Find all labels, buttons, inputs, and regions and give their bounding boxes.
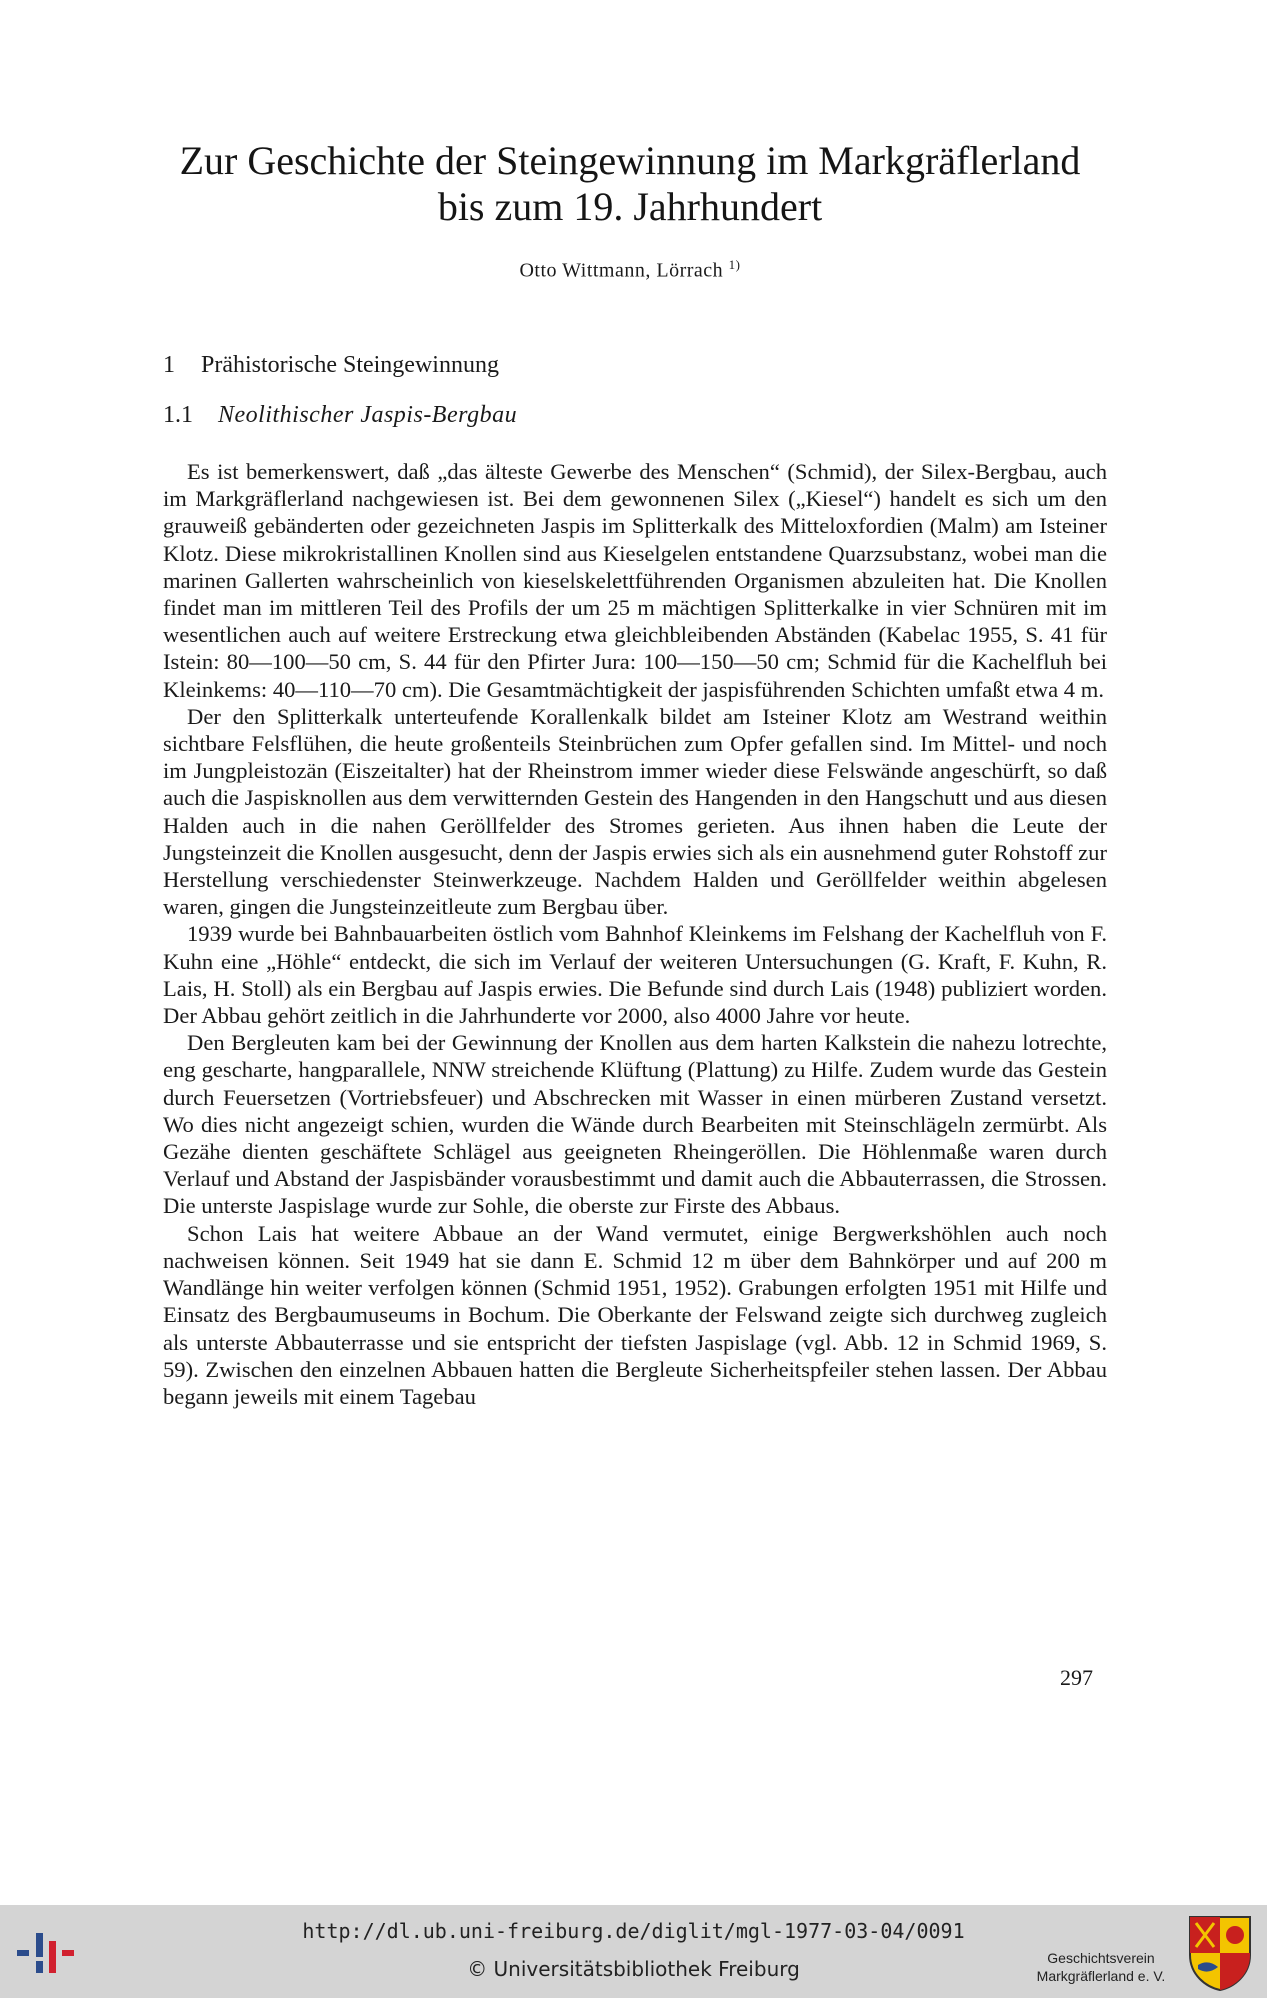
- paragraph: Den Bergleuten kam bei der Gewinnung der Knollen aus dem harten Kalkstein die nahezu lotrechte, eng gescharte, hangparallele, NNW streichende Klüftung (Plattung) zu Hilfe. Zudem wurde das Gestein durch Feuersetzen (Vortriebsfeuer) und Abschrecken mit Wasser in einen mürberen Zustand versetzt. Wo dies nicht angezeigt schien, wurden die Wände durch Bearbeiten mit Steinschlägeln zermürbt. Als Gezähe dienten geschäftete Schlägel aus geeigneten Rheingeröllen. Die Höhlenmaße waren durch Verlauf und Abstand der Jaspisbänder vorausbestimmt und damit auch die Abbauterrassen, die Strossen. Die unterste Jaspislage wurde zur Sohle, die oberste zur Firste des Abbaus.: [163, 1030, 1107, 1219]
- footer-url-link[interactable]: http://dl.ub.uni-freiburg.de/diglit/mgl-1977-03-04/0091: [302, 1919, 965, 1943]
- title-line-1: Zur Geschichte der Steingewinnung im Markgräflerland: [179, 138, 1081, 183]
- author-line: [140, 257, 1120, 283]
- subsection-number: 1.1: [163, 402, 193, 428]
- subsection-title: Neolithischer Jaspis-Bergbau: [218, 402, 518, 428]
- paragraph: Schon Lais hat weitere Abbaue an der Wand vermutet, einige Bergwerkshöhlen auch noch nachweisen können. Seit 1949 hat sie dann E. Schmid 12 m über dem Bahnkörper und auf 200 m Wandlänge hin weiter verfolgen können (Schmid 1951, 1952). Grabungen erfolgten 1951 mit Hilfe und Einsatz des Bergbaumuseums in Bochum. Die Oberkante der Felswand zeigte sich durchweg zugleich als unterste Abbauterrasse und sie entspricht der tiefsten Jaspislage (vgl. Abb. 12 in Schmid 1969, S. 59). Zwischen den einzelnen Abbauen hatten die Bergleute Sicherheitspfeiler stehen lassen. Der Abbau begann jeweils mit einem Tagebau: [163, 1220, 1107, 1409]
- page-number: 297: [1060, 1665, 1093, 1690]
- author-footnote-marker: 1): [728, 257, 741, 272]
- society-line-1: Geschichtsverein: [1047, 1950, 1155, 1966]
- article-title: [140, 138, 1120, 230]
- society-line-2: Markgräflerland e. V.: [1036, 1968, 1166, 1984]
- section-heading: [163, 352, 499, 379]
- society-name: [1016, 1949, 1186, 1985]
- paragraph: Es ist bemerkenswert, daß „das älteste Gewerbe des Menschen“ (Schmid), der Silex-Bergbau, auch im Markgräflerland nachgewiesen ist. Bei dem gewonnenen Silex („Kiesel“) handelt es sich um den grauweiß gebänderten oder gezeichneten Jaspis im Splitterkalk des Mitteloxfordien (Malm) am Isteiner Klotz. Diese mikrokristallinen Knollen sind aus Kieselgelen entstandene Quarzsubstanz, wobei man die marinen Gallerten wahrscheinlich von kieselskelettführenden Organismen abzuleiten hat. Die Knollen findet man im mittleren Teil des Profils der um 25 m mächtigen Splitterkalke in vier Schnüren mit im wesentlichen auch auf weitere Erstreckung etwa gleichbleibenden Abständen (Kabelac 1955, S. 41 für Istein: 80—100—50 cm, S. 44 für den Pfirter Jura: 100—150—50 cm; Schmid für die Kachelfluh bei Kleinkems: 40—110—70 cm). Die Gesamtmächtigkeit der jaspisführenden Schichten umfaßt etwa 4 m.: [163, 459, 1107, 702]
- body-text: [163, 458, 1107, 1410]
- society-crest-icon: [1188, 1915, 1252, 1991]
- paragraph: Der den Splitterkalk unterteufende Korallenkalk bildet am Isteiner Klotz am Westrand weithin sichtbare Felsflühen, die heute großenteils Steinbrüchen zum Opfer gefallen sind. Im Mittel- und noch im Jungpleistozän (Eiszeitalter) hat der Rheinstrom immer wieder diese Felswände angeschürft, so daß auch die Jaspisknollen aus dem verwitternden Gestein des Hangenden in den Hangschutt und aus diesen Halden auch in die nahen Geröllfelder des Stromes gerieten. Aus ihnen haben die Leute der Jungsteinzeit die Knollen ausgesucht, denn der Jaspis erwies sich als ein ausnehmend guter Rohstoff zur Herstellung verschiedenster Steinwerkzeuge. Nachdem Halden und Geröllfelder weithin abgelesen waren, gingen die Jungsteinzeitleute zum Bergbau über.: [163, 703, 1107, 920]
- footer-bar: [0, 1905, 1267, 1998]
- title-line-2: bis zum 19. Jahrhundert: [437, 184, 823, 229]
- author-name: Otto Wittmann, Lörrach: [519, 259, 724, 282]
- section-number: 1: [163, 352, 175, 378]
- section-title: Prähistorische Steingewinnung: [201, 352, 499, 378]
- footer-copyright: © Universitätsbibliothek Freiburg: [467, 1957, 800, 1981]
- paragraph: 1939 wurde bei Bahnbauarbeiten östlich vom Bahnhof Kleinkems im Felshang der Kachelfluh von F. Kuhn eine „Höhle“ entdeckt, die sich im Verlauf der weiteren Untersuchungen (G. Kraft, F. Kuhn, R. Lais, H. Stoll) als ein Bergbau auf Jaspis erwies. Die Befunde sind durch Lais (1948) publiziert worden. Der Abbau gehört zeitlich in die Jahrhunderte vor 2000, also 4000 Jahre vor heute.: [163, 921, 1107, 1029]
- subsection-heading: [163, 402, 517, 429]
